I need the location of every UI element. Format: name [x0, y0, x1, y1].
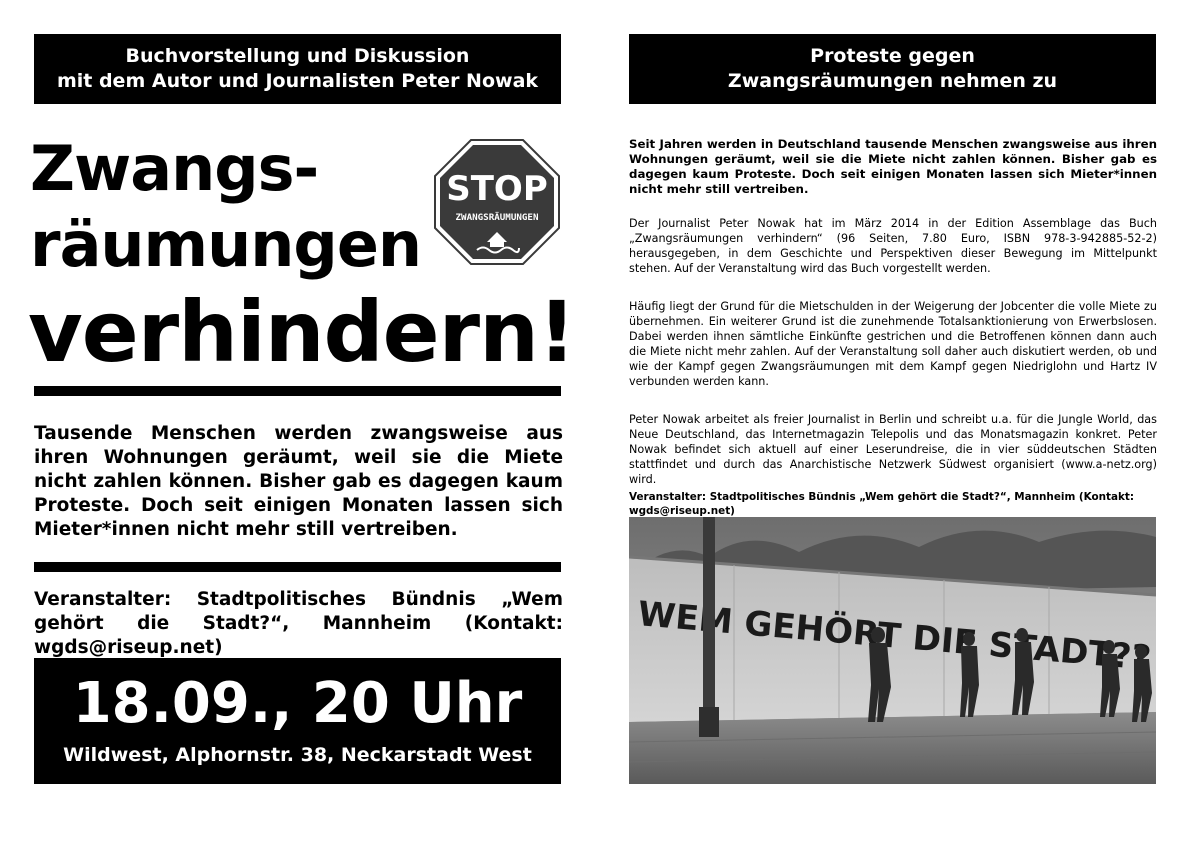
organizer-small-text: Veranstalter: Stadtpolitisches Bündnis „Wem gehört die Stadt?“, Mannheim (Kontakt: wgds@riseup.net) — [629, 491, 1135, 517]
right-header-box — [629, 34, 1156, 104]
body-paragraph: Der Journalist Peter Nowak hat im März 2014 in der Edition Assemblage das Buch „Zwangsräumungen verhindern“ (96 Seiten, 7.80 Euro, ISBN 978-3-942885-52-2) herausgegeben, in dem Geschichte und Perspektiven dieser Bewegung im Mittelpunkt stehen. Auf der Veranstaltung wird das Buch vorgestellt werden. — [629, 217, 1157, 275]
event-date-time: 18.09., 20 Uhr — [72, 671, 523, 736]
stop-sign-logo — [433, 138, 561, 266]
divider-rule — [34, 562, 561, 572]
headline-line2: räumungen — [30, 208, 422, 281]
event-info-box — [34, 658, 561, 784]
left-header-line1: Buchvorstellung und Diskussion — [125, 45, 470, 67]
divider-rule — [34, 386, 561, 396]
right-header-line2: Zwangsräumungen nehmen zu — [727, 70, 1058, 92]
left-header-box — [34, 34, 561, 104]
body-paragraph: Häufig liegt der Grund für die Mietschulden in der Weigerung der Jobcenter die volle Miete zu übernehmen. Ein weiterer Grund ist die zunehmende Totalsanktionierung von Erwerbslosen. Dabei werden ihnen sämtliche Einkünfte gestrichen und die Betroffenen können dann auch die Miete nicht mehr zahlen. Auf der Veranstaltung soll daher auch diskutiert werden, ob und wie der Kampf gegen Zwangsräumungen mit dem Kampf gegen Niedriglohn und Hartz IV verbunden werden kann. — [629, 300, 1157, 388]
stop-sign-icon — [433, 138, 561, 266]
intro-text: Tausende Menschen werden zwangsweise aus ihren Wohnungen geräumt, weil sie die Miete nicht zahlen können. Bisher gab es dagegen kaum Proteste. Doch seit einigen Monaten lassen sich Mieter*innen nicht mehr still vertreiben. — [34, 423, 563, 540]
headline-line3: verhindern! — [28, 283, 576, 381]
body-paragraph: Peter Nowak arbeitet als freier Journalist in Berlin und schreibt u.a. für die Jungle World, das Neue Deutschland, das Internetmagazin Telepolis und das Monatsmagazin konkret. Peter Nowak befindet sich aktuell auf einer Leserundreise, die in vier süddeutschen Städten stattfindet und durch das Anarchistische Netzwerk Südwest organisiert (www.a-netz.org) wird. — [629, 413, 1157, 486]
lead-paragraph: Seit Jahren werden in Deutschland tausende Menschen zwangsweise aus ihren Wohnungen geräumt, weil sie die Miete nicht zahlen können. Bisher gab es dagegen kaum Proteste. Doch seit einigen Monaten lassen sich Mieter*innen nicht mehr still vertreiben. — [629, 137, 1157, 196]
stop-sign-subtext: ZWANGSRÄUMUNGEN — [455, 212, 539, 223]
left-header-line2: mit dem Autor und Journalisten Peter Nowak — [56, 70, 539, 92]
stop-sign-text: STOP — [446, 169, 548, 209]
organizer-text: Veranstalter: Stadtpolitisches Bündnis „Wem gehört die Stadt?“, Mannheim (Kontakt: wgds@riseup.net) — [34, 589, 563, 658]
right-header-line1: Proteste gegen — [810, 45, 975, 67]
event-location: Wildwest, Alphornstr. 38, Neckarstadt West — [63, 744, 532, 766]
graffiti-photo — [629, 517, 1156, 784]
graffiti-text: WEM GEHÖRT DIE STADT?? — [636, 594, 1151, 679]
headline-line1: Zwangs- — [30, 132, 319, 205]
